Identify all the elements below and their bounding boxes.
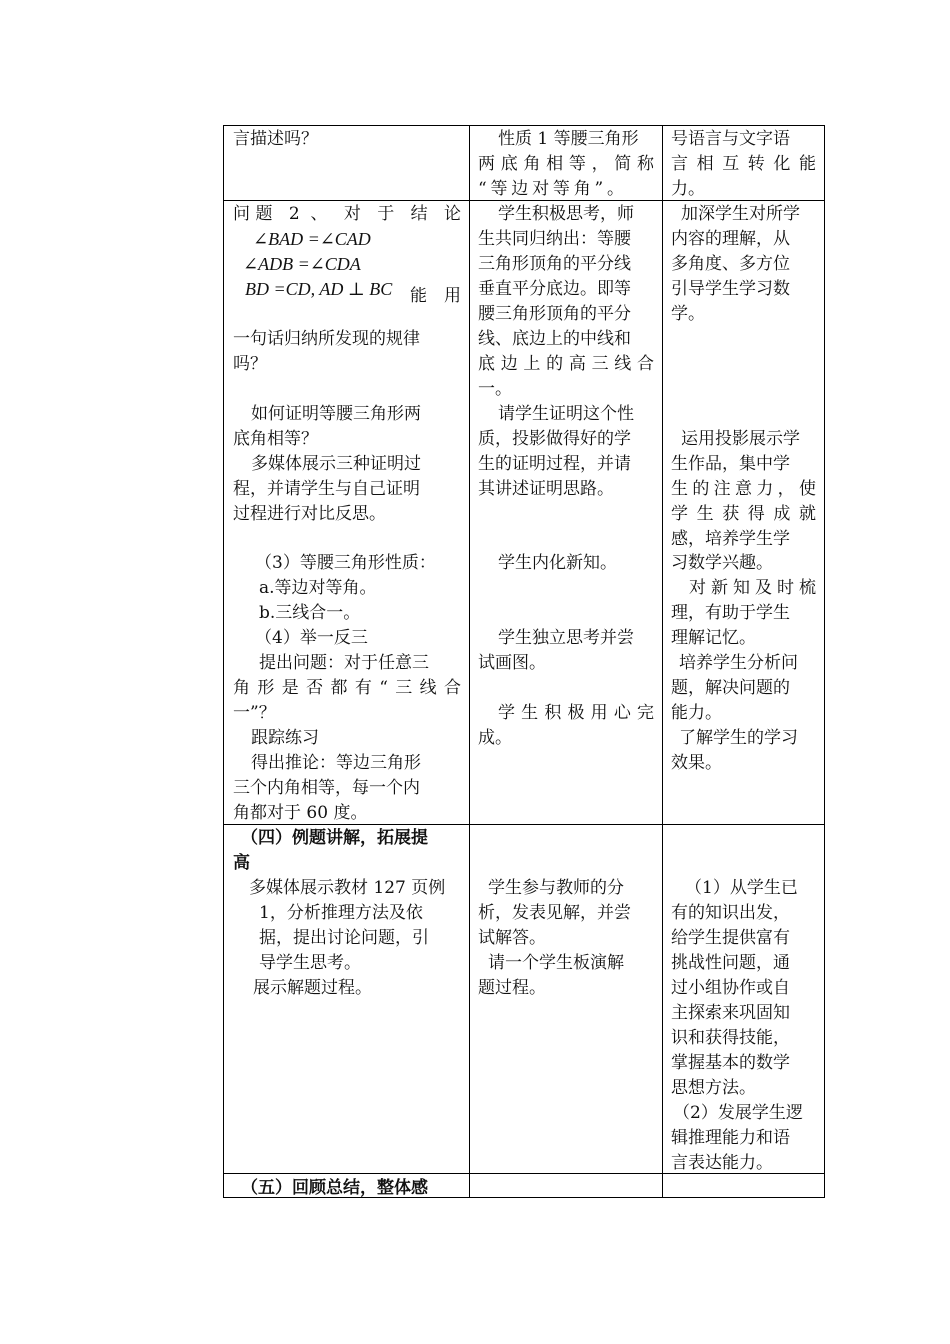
column-divider-1 <box>469 125 470 1198</box>
row2-student-line: 垂直平分底边。即等 <box>478 279 631 299</box>
row1-student-line: 性质 1 等腰三角形 <box>498 129 639 149</box>
table-border-right <box>824 125 825 1198</box>
row2-teacher-line: 得出推论：等边三角形 <box>251 753 421 773</box>
formula-bd-cd: BD =CD, AD ⊥ BC <box>245 279 393 299</box>
row2-teacher-line: 过程进行对比反思。 <box>233 504 386 524</box>
row2-teacher-line: 多媒体展示三种证明过 <box>251 454 421 474</box>
row3-intent-line: 思想方法。 <box>671 1078 756 1098</box>
row2-student-line: 质，投影做得好的学 <box>478 429 631 449</box>
row2-intent-line: 内容的理解，从 <box>671 229 790 249</box>
row1-intent-line: 力。 <box>671 179 705 199</box>
row2-student-line: 学生积极思考，师 <box>498 204 634 224</box>
row2-student-line: 学生独立思考并尝 <box>498 628 634 648</box>
row2-student-line: 腰三角形顶角的平分 <box>478 304 631 324</box>
row3-teacher-line: 据，提出讨论问题，引 <box>259 928 429 948</box>
row2-student-line: 试画图。 <box>478 653 546 673</box>
row3-intent-line: 给学生提供富有 <box>671 928 790 948</box>
row2-student-line: 生共同归纳出：等腰 <box>478 229 631 249</box>
row2-teacher-line: 跟踪练习 <box>251 728 319 748</box>
row3-intent-line: 识和获得技能， <box>671 1028 790 1048</box>
row2-teacher-line: 一”？ <box>233 703 276 723</box>
row2-intent-line: 引导学生学习数 <box>671 279 790 299</box>
row2-teacher-line: 吗？ <box>233 354 267 374</box>
row3-intent-line: 过小组协作或自 <box>671 978 790 998</box>
row2-student-line: 线、底边上的中线和 <box>478 329 631 349</box>
row3-student-line: 试解答。 <box>478 928 546 948</box>
row2-student-line: 学生内化新知。 <box>498 553 617 573</box>
row3-teacher-line: 展示解题过程。 <box>253 978 372 998</box>
row2-intent-line: 能力。 <box>671 703 722 723</box>
table-border-left <box>223 125 224 1198</box>
section-4-heading-cont: 高 <box>233 853 250 873</box>
row3-intent-line: 挑战性问题，通 <box>671 953 790 973</box>
row1-student-line: 两底角相等，简称 <box>478 154 654 174</box>
row2-intent-line: 感，培养学生学 <box>671 529 790 549</box>
row3-intent-line: 言表达能力。 <box>671 1153 773 1173</box>
row2-intent-line: 习数学兴趣。 <box>671 553 773 573</box>
row2-student-line: 生的证明过程，并请 <box>478 454 631 474</box>
row2-teacher-line: 一句话归纳所发现的规律 <box>233 329 420 349</box>
row2-student-line: 一。 <box>478 379 512 399</box>
row2-teacher-line: 角都对于 60 度。 <box>233 803 368 823</box>
row3-student-line: 析，发表见解，并尝 <box>478 903 631 923</box>
row2-intent-line: 效果。 <box>671 753 722 773</box>
row1-student-line: “等边对等角”。 <box>478 179 624 199</box>
row2-teacher-line: 三个内角相等，每一个内 <box>233 778 420 798</box>
row1-intent-line: 号语言与文字语 <box>671 129 790 149</box>
row3-teacher-line: 导学生思考。 <box>259 953 361 973</box>
row2-intent-line: 题，解决问题的 <box>671 678 790 698</box>
row2-teacher-line: a.等边对等角。 <box>259 578 377 598</box>
row2-teacher-line: （4）举一反三 <box>255 628 368 648</box>
row2-teacher-line: 如何证明等腰三角形两 <box>251 404 421 424</box>
formula-angle-bad: ∠BAD =∠CAD <box>253 229 371 249</box>
row2-student-line: 成。 <box>478 728 512 748</box>
row3-intent-line: 辑推理能力和语 <box>671 1128 790 1148</box>
row2-student-line: 其讲述证明思路。 <box>478 479 614 499</box>
row3-intent-line: （1）从学生已 <box>685 878 798 898</box>
formula-tail-text: 能 用 <box>410 286 461 306</box>
row3-intent-line: 掌握基本的数学 <box>671 1053 790 1073</box>
row3-student-line: 题过程。 <box>478 978 546 998</box>
row3-teacher-line: 多媒体展示教材 127 页例 <box>249 878 446 898</box>
row2-intent-line: 理解记忆。 <box>671 628 756 648</box>
row2-intent-line: 运用投影展示学 <box>681 429 800 449</box>
row2-intent-line: 对新知及时梳 <box>689 578 816 598</box>
row2-intent-line: 培养学生分析问 <box>679 653 798 673</box>
column-divider-2 <box>662 125 663 1198</box>
row2-student-line: 三角形顶角的平分线 <box>478 254 631 274</box>
question-2-text: 问题 2 、 对 于 结 论 <box>233 204 461 224</box>
row2-student-line: 底边上的高三线合 <box>478 354 654 374</box>
row2-intent-line: 生的注意力，使 <box>671 479 816 499</box>
row1-teacher-line: 言描述吗？ <box>233 129 318 149</box>
section-4-heading: （四）例题讲解，拓展提 <box>241 828 428 848</box>
row2-intent-line: 多角度、多方位 <box>671 254 790 274</box>
row2-student-line: 请学生证明这个性 <box>498 404 634 424</box>
row2-intent-line: 学生获得成就 <box>671 504 816 524</box>
row3-teacher-line: 1，分析推理方法及依 <box>259 903 423 923</box>
row3-intent-line: （2）发展学生逻 <box>673 1103 803 1123</box>
row2-intent-line: 了解学生的学习 <box>679 728 798 748</box>
row2-teacher-line: 角形是否都有“三线合 <box>233 678 461 698</box>
row2-teacher-line: 底角相等？ <box>233 429 318 449</box>
row2-student-line: 学生积极用心完 <box>498 703 654 723</box>
row3-intent-line: 有的知识出发， <box>671 903 790 923</box>
row2-intent-line: 加深学生对所学 <box>681 204 800 224</box>
row2-teacher-line: 提出问题：对于任意三 <box>259 653 429 673</box>
section-5-heading: （五）回顾总结，整体感 <box>241 1178 428 1198</box>
row2-intent-line: 生作品，集中学 <box>671 454 790 474</box>
row2-teacher-line: b.三线合一。 <box>259 603 361 623</box>
row2-teacher-line: （3）等腰三角形性质： <box>255 553 436 573</box>
row1-intent-line: 言相互转化能 <box>671 154 816 174</box>
row3-intent-line: 主探索来巩固知 <box>671 1003 790 1023</box>
row2-teacher-line: 程，并请学生与自己证明 <box>233 479 420 499</box>
row3-student-line: 请一个学生板演解 <box>488 953 624 973</box>
table-border-top <box>223 125 825 126</box>
row3-student-line: 学生参与教师的分 <box>488 878 624 898</box>
formula-angle-adb: ∠ADB =∠CDA <box>243 254 361 274</box>
row2-intent-line: 理，有助于学生 <box>671 603 790 623</box>
row2-intent-line: 学。 <box>671 304 705 324</box>
